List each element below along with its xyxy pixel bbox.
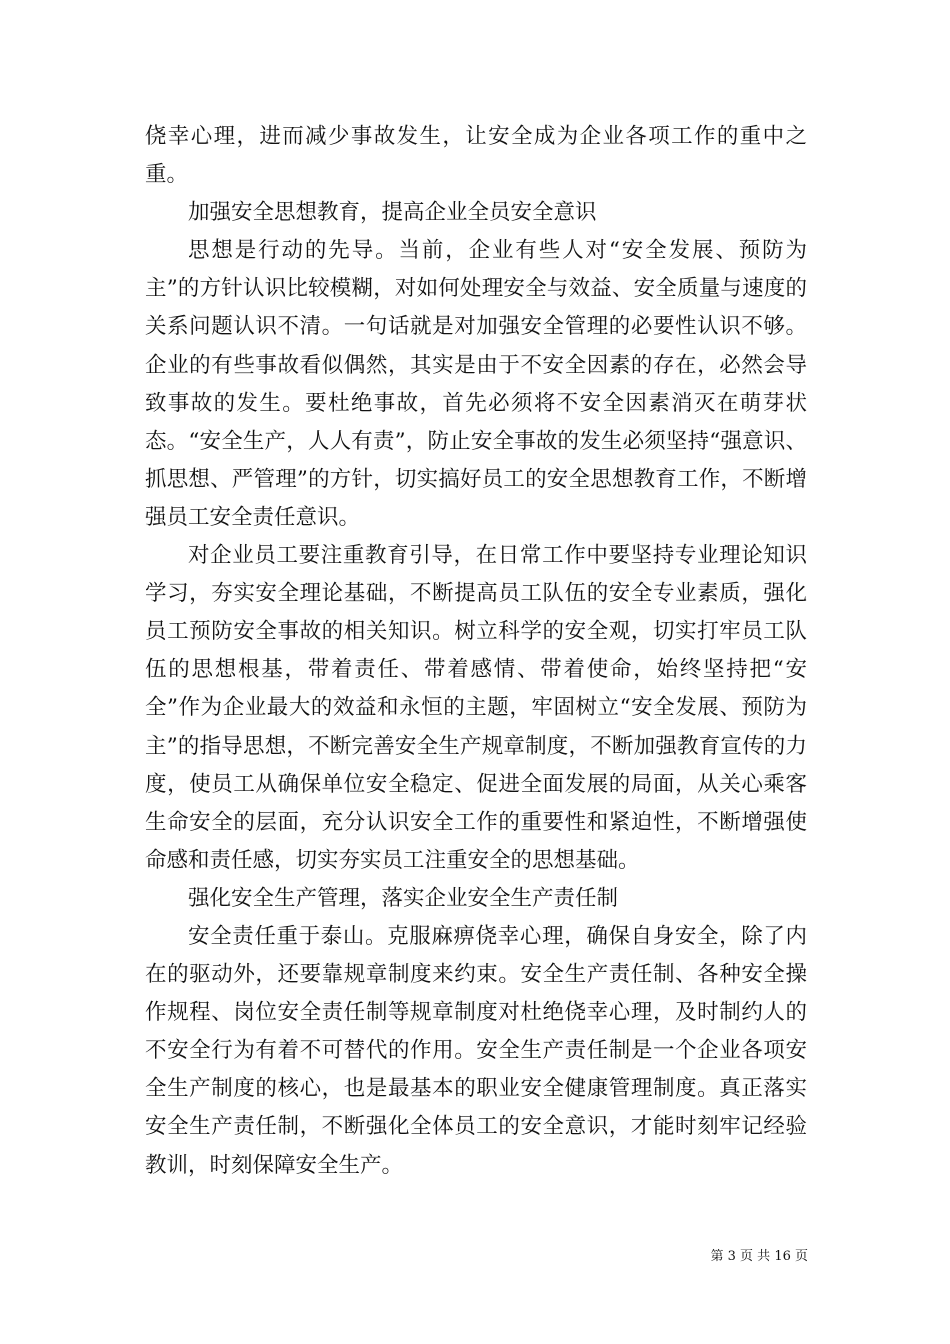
paragraph-safety-responsibility: 安全责任重于泰山。克服麻痹侥幸心理，确保自身安全，除了内在的驱动外，还要靠规章制度来约束。安全生产责任制、各种安全操作规程、岗位安全责任制等规章制度对杜绝侥幸心理，及时制约人的不安全行为有着不可替代的作用。安全生产责任制是一个企业各项安全生产制度的核心，也是最基本的职业安全健康管理制度。真正落实安全生产责任制，不断强化全体员工的安全意识，才能时刻牢记经验教训，时刻保障安全生产。 — [145, 923, 807, 1178]
section-heading-safety-education: 加强安全思想教育，提高企业全员安全意识 — [188, 200, 597, 226]
paragraph-thought-guides-action: 思想是行动的先导。当前，企业有些人对“安全发展、预防为主”的方针认识比较模糊，对如何处理安全与效益、安全质量与速度的关系问题认识不清。一句话就是对加强安全管理的必要性认识不够。企业的有些事故看似偶然，其实是由于不安全因素的存在，必然会导致事故的发生。要杜绝事故，首先必须将不安全因素消灭在萌芽状态。“安全生产，人人有责”，防止安全事故的发生必须坚持“强意识、抓思想、严管理”的方针，切实搞好员工的安全思想教育工作，不断增强员工安全责任意识。 — [145, 238, 807, 530]
page-number-footer: 第 3 页 共 16 页 — [710, 1249, 808, 1264]
document-body — [145, 118, 807, 1185]
paragraph-employee-education: 对企业员工要注重教育引导，在日常工作中要坚持专业理论知识学习，夯实安全理论基础，不断提高员工队伍的安全专业素质，强化员工预防安全事故的相关知识。树立科学的安全观，切实打牢员工队伍的思想根基，带着责任、带着感情、带着使命，始终坚持把“安全”作为企业最大的效益和永恒的主题，牢固树立“安全发展、预防为主”的指导思想，不断完善安全生产规章制度，不断加强教育宣传的力度，使员工从确保单位安全稳定、促进全面发展的局面，从关心乘客生命安全的层面，充分认识安全工作的重要性和紧迫性，不断增强使命感和责任感，切实夯实员工注重安全的思想基础。 — [145, 543, 807, 873]
section-heading-responsibility-system: 强化安全生产管理，落实企业安全生产责任制 — [188, 885, 619, 911]
paragraph-continuation: 侥幸心理，进而减少事故发生，让安全成为企业各项工作的重中之重。 — [145, 124, 807, 188]
